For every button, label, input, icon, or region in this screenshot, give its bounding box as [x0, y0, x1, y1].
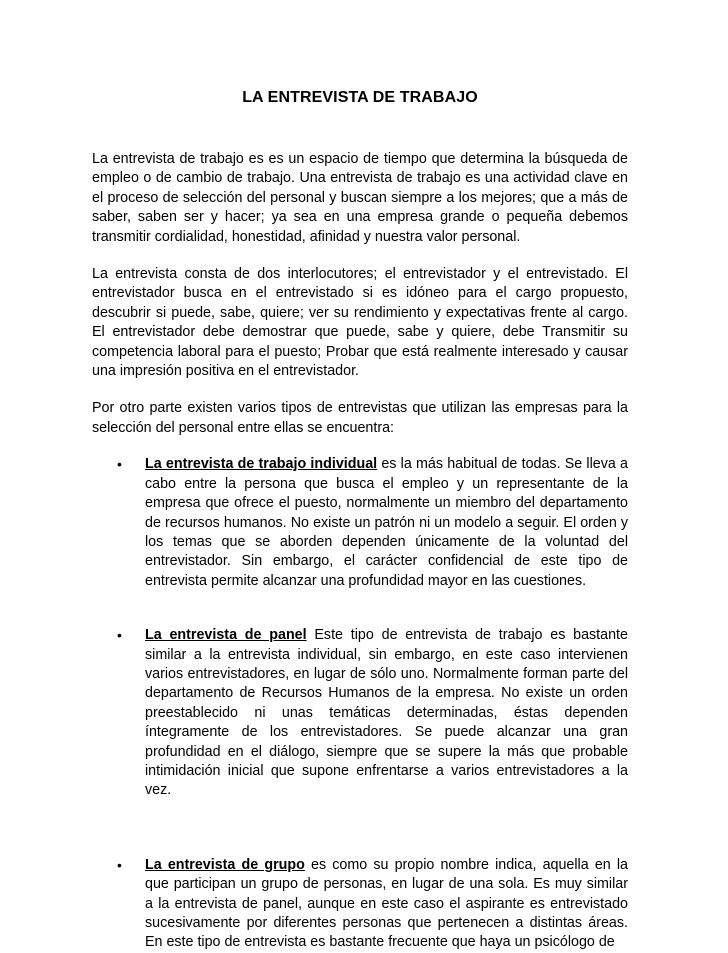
- list-item-panel: [92, 626, 628, 801]
- term-panel: La entrevista de panel: [145, 627, 307, 644]
- description-group: es como su propio nombre indica, aquella en la que participan un grupo de personas, en lugar de una sola. Es muy similar a la entrevista de panel, aunque en este caso el aspirante es entrevistado sucesivamente por diferentes personas que pertenecen a distintas áreas. En este tipo de entrevista es bastante frecuente que haya un psicólogo de: [145, 856, 628, 951]
- description-individual: es la más habitual de todas. Se lleva a cabo entre la persona que busca el empleo y un representante de la empresa que ofrece el puesto, normalmente un miembro del departamento de recursos humanos. No existe un patrón ni un modelo a seguir. El orden y los temas que se aborden dependen únicamente de la voluntad del entrevistador. Sin embargo, el carácter confidencial de este tipo de entrevista permite alcanzar una profundidad mayor en las cuestiones.: [145, 456, 628, 589]
- paragraph-types-intro: Por otro parte existen varios tipos de entrevistas que utilizan las empresas para la selección del personal entre ellas se encuentra:: [92, 400, 628, 436]
- paragraph-interlocutors: La entrevista consta de dos interlocutores; el entrevistador y el entrevistado. El entrevistador busca en el entrevistado si es idóneo para el cargo propuesto, descubrir si puede, sabe, quiere; ver su rendimiento y expectativas frente al cargo. El entrevistador debe demostrar que puede, sabe y quiere, debe Transmitir su competencia laboral para el puesto; Probar que está realmente interesado y causar una impresión positiva en el entrevistador.: [92, 266, 628, 380]
- document-page: [92, 0, 628, 953]
- list-item-individual: [92, 455, 628, 591]
- bullet-icon: •: [117, 627, 122, 644]
- description-panel: Este tipo de entrevista de trabajo es bastante similar a la entrevista individual, sin embargo, en este caso intervienen varios entrevistadores, en lugar de sólo uno. Normalmente forman parte del departamento de Recursos Humanos de la empresa. No existe un orden preestablecido ni unas temáticas determinadas, éstas dependen íntegramente de los entrevistadores. Se puede alcanzar una gran profundidad en el diálogo, siempre que se supere la más que probable intimidación inicial que supone enfrentarse a varios entrevistadores a la vez.: [145, 627, 628, 799]
- bullet-icon: •: [117, 456, 122, 473]
- term-group: La entrevista de grupo: [145, 856, 305, 873]
- document-title: LA ENTREVISTA DE TRABAJO: [242, 89, 478, 106]
- paragraph-intro: La entrevista de trabajo es es un espacio de tiempo que determina la búsqueda de empleo o de cambio de trabajo. Una entrevista de trabajo es una actividad clave en el proceso de selección del personal y buscan siempre a los mejores; que a más de saber, saben ser y hacer; ya sea en una empresa grande o pequeña debemos transmitir cordialidad, honestidad, afinidad y nuestra valor personal.: [92, 151, 628, 245]
- bullet-icon: •: [117, 856, 122, 873]
- list-item-group: [92, 856, 628, 953]
- interview-types-list: [92, 455, 628, 953]
- term-individual: La entrevista de trabajo individual: [145, 456, 378, 473]
